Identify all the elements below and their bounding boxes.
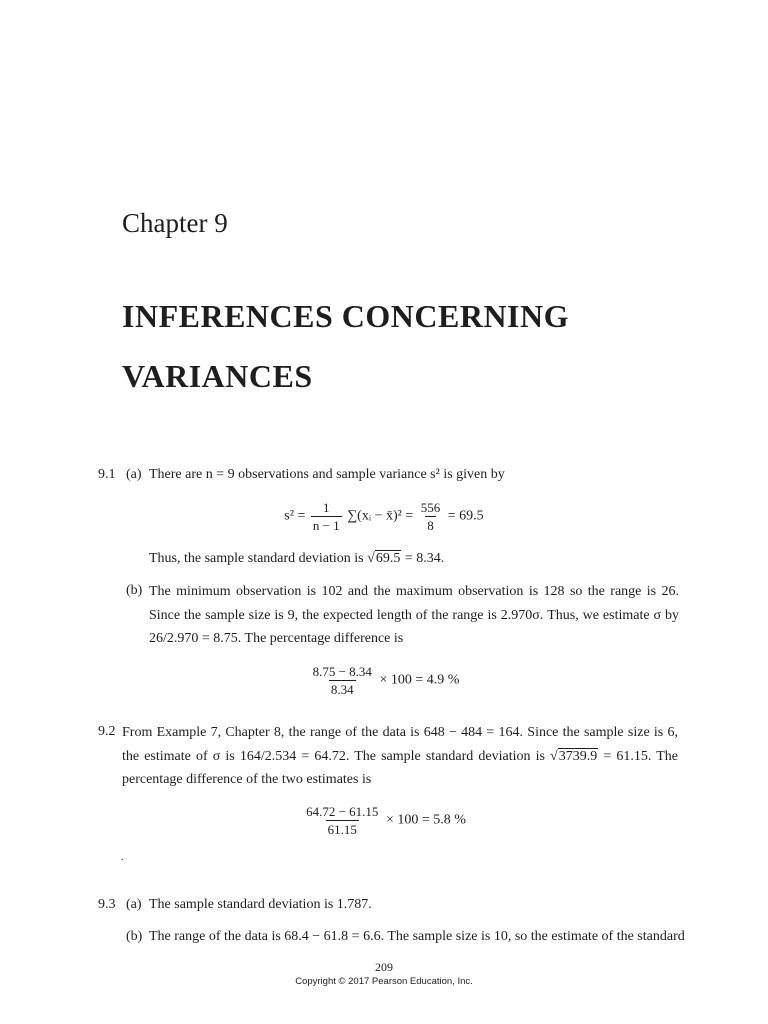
eq1-equals: =: [405, 508, 414, 524]
page-number: 209: [375, 960, 393, 974]
problem-9-1-a-text: There are n = 9 observations and sample variance s² is given by: [149, 467, 505, 482]
eq3-rest: × 100 = 5.8 %: [385, 812, 466, 828]
part-label-9-3-a: (a): [126, 897, 142, 912]
chapter-label: Chapter 9: [122, 208, 228, 238]
stray-dot: .: [121, 852, 124, 863]
copyright: Copyright © 2017 Pearson Education, Inc.: [295, 976, 473, 987]
problem-9-2-text: From Example 7, Chapter 8, the range of the data is 648 − 484 = 164. Since the sample size is 6, the estimate of σ is 164/2.534 = 64.72. The sample standard deviation is √3739.9 = 61.15. The percentage difference of the two estimates is: [122, 725, 678, 787]
eq1-sum-term: ∑(xᵢ − x̄)²: [347, 508, 402, 524]
chapter-title-line1: INFERENCES CONCERNING: [122, 298, 569, 334]
problem-number-9-2: 9.2: [98, 724, 116, 739]
problem-9-1-a-sd: Thus, the sample standard deviation is √69.5 = 8.34.: [149, 551, 445, 566]
sqrt-radicand: 69.5: [375, 551, 401, 566]
problem-number-9-3: 9.3: [98, 897, 116, 912]
part-label-a: (a): [126, 467, 142, 482]
eq2-fraction: $\frac{8.75 - 8.34}{8.34}$: [312, 664, 372, 697]
chapter-title-line2: VARIANCES: [122, 358, 313, 394]
eq3-fraction: $\frac{64.72 - 61.15}{61.15}$: [306, 804, 379, 837]
problem-number-9-1: 9.1: [98, 467, 116, 482]
eq1-fraction-2: $\frac{556}{8}$: [420, 500, 441, 533]
part-label-b: (b): [126, 583, 143, 598]
problem-9-3-a-text: The sample standard deviation is 1.787.: [149, 897, 372, 912]
equation-percentage-difference-2: [0, 804, 768, 837]
eq1-fraction-1: $\frac{1}{n - 1}$: [312, 500, 340, 533]
equation-percentage-difference-1: [0, 664, 768, 697]
eq1-lhs: s² =: [284, 508, 306, 524]
eq2-rest: × 100 = 4.9 %: [379, 672, 460, 688]
sqrt-radicand-2: 3739.9: [558, 748, 598, 764]
problem-9-1-b-text: The minimum observation is 102 and the maximum observation is 128 so the range is 26. Since the sample size is 9, the expected length of the range is 2.970σ. Thus, we estimate σ by 26/2.970 = 8.75. The percentage difference is: [149, 584, 679, 646]
equation-sample-variance: [0, 500, 768, 533]
part-label-9-3-b: (b): [126, 929, 143, 944]
problem-9-3-b-text: The range of the data is 68.4 − 61.8 = 6.6. The sample size is 10, so the estimate of the standard: [149, 929, 685, 944]
eq1-result: = 69.5: [447, 508, 484, 524]
